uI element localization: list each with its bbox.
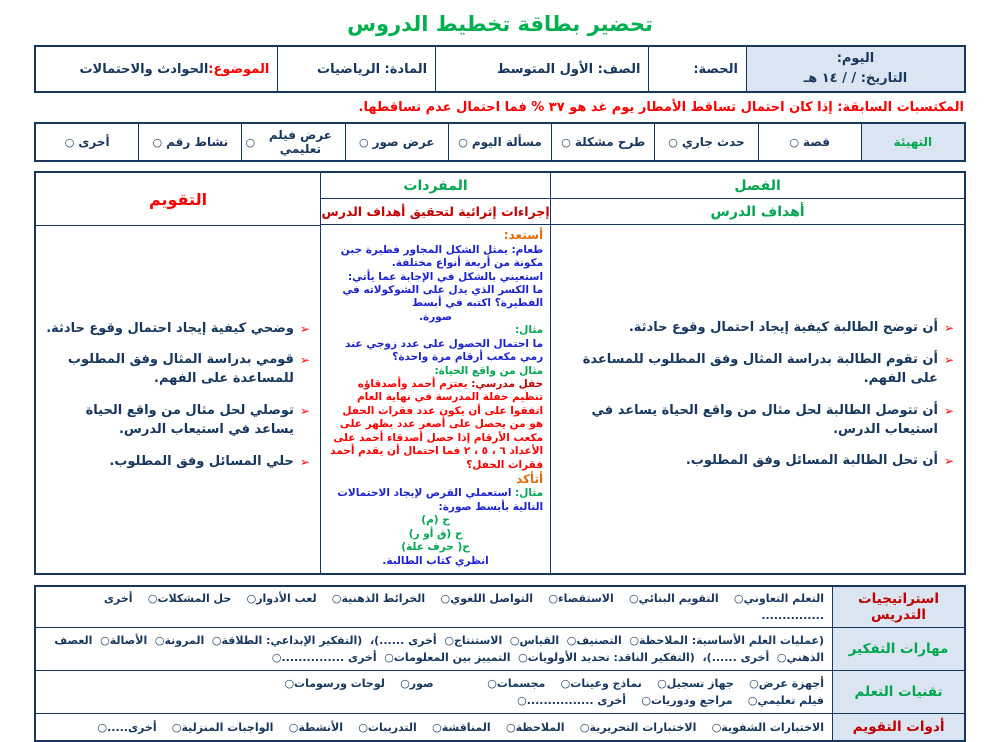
class-cell (435, 47, 648, 91)
arrow-bullet-icon: ➢ (299, 404, 310, 419)
radio-circle-icon[interactable]: ○ (358, 135, 369, 149)
objective-text: أن تتوصل الطالبة لحل مثال من واقع الحياة يساعد في استيعاب الدرس. (591, 402, 938, 437)
warmup-option-other[interactable] (36, 124, 138, 160)
warmup-option-problem-posing[interactable] (551, 124, 654, 160)
option-label: طرح مشكلة (574, 135, 646, 150)
date-label: التاريخ: / / ١٤ هـ (803, 71, 908, 87)
prior-learning-text: إذا كان احتمال تساقط الأمطار يوم غد هو ٣٧ % فما احتمال عدم تساقطها. (358, 100, 838, 116)
warmup-bar (34, 122, 966, 162)
objective-text: أن تحل الطالبة المسائل وفق المطلوب. (685, 453, 938, 469)
fraction-question-line: ما الكسر الذي يدل على الشوكولاته في الفطيرة؟ اكتبه في أبسط (342, 283, 544, 310)
arrow-bullet-icon: ➢ (943, 321, 954, 336)
radio-circle-icon[interactable]: ○ (789, 135, 799, 149)
food-problem-line (328, 244, 543, 271)
option-label: قصة (803, 135, 830, 150)
option-label: نشاط رقم (166, 135, 229, 150)
period-cell[interactable] (648, 47, 745, 91)
evaluation-text: وضحي كيفية إيجاد احتمال وقوع حادثة. (46, 320, 294, 336)
vocabulary-header: المفردات (321, 173, 550, 199)
day-label: اليوم: (836, 51, 875, 66)
thinking-skills-options[interactable] (36, 628, 832, 670)
evaluation-item (44, 351, 310, 389)
period-label: الحصة: (693, 61, 738, 77)
warmup-header: التهيئة (861, 124, 964, 160)
probability-line: ح( حرف علة) (401, 541, 470, 554)
option-label: أخرى (78, 135, 110, 150)
thinking-skills-label: مهارات التفكير (832, 628, 964, 670)
teaching-strategies-options[interactable] (36, 587, 832, 627)
evaluation-text: قومي بدراسة المثال وفق المطلوب للمساعدة على الفهم. (67, 352, 294, 387)
objective-text: أن توضح الطالبة كيفية إيجاد احتمال وقوع حادثة. (628, 320, 938, 336)
food-text: يمثل الشكل المجاور فطيرة جبن مكونة من أربعة أنواع مختلفة. (340, 243, 544, 270)
arrow-bullet-icon: ➢ (299, 321, 310, 336)
evaluation-item (44, 320, 310, 339)
evaluation-tools-row (36, 714, 964, 740)
radio-circle-icon[interactable]: ○ (64, 135, 75, 149)
options-line: التعلم التعاوني○ التقويم البنائي○ الاستقصاء○ التواصل اللغوي○ الخرائط الذهنية○ لعب الأدوار○ حل المشكلات○ أخرى ............... (100, 592, 824, 623)
option-label: عرض فيلم تعليمي (268, 128, 332, 157)
arrow-bullet-icon: ➢ (299, 454, 310, 469)
option-label: حدث جاري (681, 135, 745, 150)
day-date-cell[interactable] (746, 47, 964, 91)
warmup-option-activity-number[interactable] (138, 124, 241, 160)
example-heading: مثال: (515, 324, 544, 337)
evaluation-column (36, 173, 320, 573)
check-heading: أتأكد (516, 472, 544, 487)
topic-value: الحوادث والاحتمالات (79, 61, 209, 77)
topic-label: الموضوع: (208, 61, 270, 77)
warmup-option-film[interactable] (241, 124, 344, 160)
option-label: مسألة اليوم (471, 135, 542, 150)
simplest-form-line: صورة. (419, 310, 453, 323)
options-line: الاختبارات الشفوية○ الاختبارات التحريرية○ الملاحظة○ المناقشة○ التدريبات○ الأنشطة○ الواجبات المنزلية○ أخرى.....○ (97, 720, 824, 734)
food-label: طعام: (511, 243, 544, 256)
option-label: عرض صور (372, 135, 435, 150)
vocabulary-column (320, 173, 550, 573)
lesson-plan-page (34, 12, 966, 742)
probability-line: ح (ق أو ر) (408, 527, 463, 540)
options-line: فيلم تعليمي○ مراجع ودوريات○ أخرى ................○ (517, 694, 824, 708)
teaching-strategies-row (36, 587, 964, 628)
evaluation-item (44, 453, 310, 472)
options-line: أجهزة عرض○ جهاز تسجيل○ نماذج وعينات○ مجسمات○ صور○ لوحات ورسومات○ (284, 677, 824, 691)
even-number-question: ما احتمال الحصول على عدد زوجي عند رمي مكعب أرقام مرة واحدة؟ (345, 337, 544, 364)
class-label: الصف: الأول المتوسط (496, 61, 641, 77)
spinner-text: استعملي القرص لإيجاد الاحتمالات التالية بأبسط صورة: (337, 487, 544, 513)
real-life-example-heading: مثال من واقع الحياة: (434, 364, 544, 377)
evaluation-text: حلي المسائل وفق المطلوب. (109, 453, 294, 469)
get-ready-heading: أستعد: (503, 228, 544, 243)
evaluation-header: التقويم (36, 173, 320, 226)
arrow-bullet-icon: ➢ (943, 403, 954, 418)
radio-circle-icon[interactable]: ○ (245, 135, 256, 149)
thinking-skills-row (36, 628, 964, 671)
objectives-column (550, 173, 964, 573)
enrichment-header: إجراءات إثرائية لتحقيق أهداف الدرس (321, 199, 550, 225)
use-shape-line: استعيني بالشكل في الإجابة عما يأتي: (347, 270, 544, 283)
footer-table (34, 585, 966, 742)
evaluation-tools-options[interactable] (36, 714, 832, 740)
subject-label: المادة: الرياضيات (317, 61, 428, 77)
subject-cell (277, 47, 435, 91)
prior-learning (34, 100, 964, 115)
evaluation-text: توصلي لحل مثال من واقع الحياة يساعد في استيعاب الدرس. (85, 403, 294, 438)
topic-cell (36, 47, 277, 91)
radio-circle-icon[interactable]: ○ (561, 135, 571, 149)
probability-line: ح (م) (421, 514, 450, 527)
party-text: يعتزم أحمد وأصدقاؤه تنظيم حفلة المدرسة في نهاية العام اتفقوا على أن يكون عدد فقرات الحفل هو من يحصل على أصغر عدد يظهر على مكعب الأرقام إذا حصل أصدقاء أحمد على الأعداد ٦ ، ٥ ، ٢ فما احتمال أن يقدم أحمد فقرات الحفل؟ (330, 378, 544, 471)
warmup-option-story[interactable] (758, 124, 861, 160)
arrow-bullet-icon: ➢ (943, 454, 954, 469)
options-line: (عمليات العلم الأساسية: الملاحظة○ التصنيف○ القياس○ الاستنتاج○ أخرى ......)، (التفكير الإبداعي: الطلاقة○ المرونة○ الأصالة○ العصف الذهني○ أخرى ......)، (التفكير الناقد: تحديد الأولويات○ التمييز بين المعلومات○ أخرى ...............○ (50, 634, 824, 665)
warmup-option-current-event[interactable] (654, 124, 757, 160)
info-bar (34, 45, 966, 93)
learning-technologies-label: تقنيات التعلم (832, 671, 964, 713)
teaching-strategies-label: استراتيجيات التدريس (832, 587, 964, 627)
learning-technologies-row (36, 671, 964, 714)
school-party-problem (328, 378, 543, 472)
page-title: تحضير بطاقة تخطيط الدروس (347, 12, 653, 36)
evaluation-item (44, 402, 310, 440)
objective-item (559, 351, 954, 389)
objective-text: أن تقوم الطالبة بدراسة المثال وفق المطلوب للمساعدة على الفهم. (582, 351, 938, 386)
warmup-option-pictures[interactable] (345, 124, 448, 160)
arrow-bullet-icon: ➢ (299, 353, 310, 368)
party-label: حفل مدرسي: (471, 378, 544, 391)
main-table (34, 171, 966, 575)
example-label: مثال: (515, 487, 544, 500)
spinner-example-line (328, 487, 543, 514)
evaluation-tools-label: أدوات التقويم (832, 714, 964, 740)
objective-item (559, 452, 954, 471)
see-student-book-line: انظري كتاب الطالبة. (382, 554, 489, 567)
arrow-bullet-icon: ➢ (943, 352, 954, 367)
warmup-option-problem-of-day[interactable] (448, 124, 551, 160)
radio-circle-icon[interactable]: ○ (458, 135, 468, 149)
chapter-header: الفصل (551, 173, 964, 199)
objective-item (559, 402, 954, 440)
radio-circle-icon[interactable]: ○ (152, 135, 163, 149)
evaluation-list (36, 226, 320, 573)
objective-item (559, 319, 954, 338)
enrichment-content (321, 225, 550, 573)
objectives-list (551, 225, 964, 573)
lesson-objectives-header: أهداف الدرس (551, 199, 964, 225)
radio-circle-icon[interactable]: ○ (668, 135, 678, 149)
prior-learning-label: المكتسبات السابقة: (837, 100, 964, 116)
